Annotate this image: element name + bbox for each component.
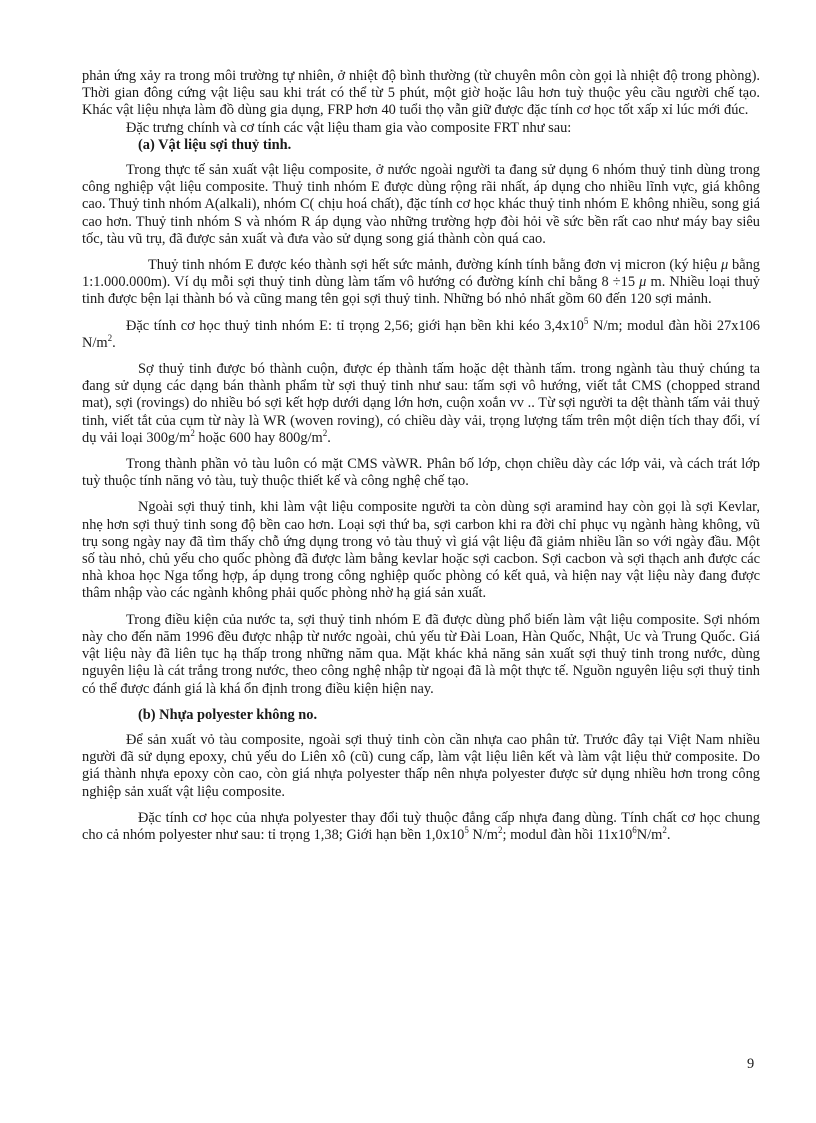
paragraph: Trong thành phần vỏ tàu luôn có mặt CMS vàWR. Phân bố lớp, chọn chiều dày các lớp vải, và cách trát lớp tuỳ thuộc tính năng vỏ tàu, tuỳ thuộc thiết kế và công nghệ chế tạo. <box>82 456 760 490</box>
paragraph: Đặc tính cơ học của nhựa polyester thay đổi tuỳ thuộc đẳng cấp nhựa đang dùng. Tính chất cơ học chung cho cả nhóm polyester như sau: tỉ trọng 1,38; Giới hạn bền $1,0x10^5$ $N/m^2$; modul đàn hồi $11x10^6N/m^2$. <box>82 809 760 843</box>
paragraph: Đặc tính cơ học thuỷ tinh nhóm E: tỉ trọng 2,56; giới hạn bền khi kéo $3,4x10^5$ N/m; modul đàn hồi 27x106 $N/m^2$. <box>82 315 760 351</box>
document-page <box>82 68 760 844</box>
section-heading-b: (b) Nhựa polyester không no. <box>138 706 318 723</box>
paragraph: Thuỷ tinh nhóm E được kéo thành sợi hết sức mảnh, đường kính tính bằng đơn vị micron (ký hiệu μ bằng 1:1.000.000m). Ví dụ mỗi sợi thuỷ tinh dùng làm tấm vô hướng có đường kính chỉ bằng 8 ÷15 μ m. Nhiều loại thuỷ tinh được bện lại thành bó và cũng mang tên gọi sợi thuỷ tinh. Những bó nhỏ nhất gồm 60 đến 120 sợi mảnh. <box>82 257 761 308</box>
mu-symbol: μ <box>639 274 647 291</box>
paragraph: Trong thực tế sản xuất vật liệu composite, ở nước ngoài người ta đang sử dụng 6 nhóm thuỷ tinh dùng trong công nghiệp vật liệu composite. Thuỷ tinh nhóm E được dùng rộng rãi nhất, áp dụng cho nhiều lĩnh vực, giá không cao. Thuỷ tinh nhóm A(alkali), nhóm C( chịu hoá chất), đặc tính cơ học khác thuỷ tinh nhóm E không nhiều, song giá cao hơn. Thuỷ tinh nhóm S và nhóm R áp dụng vào những trường hợp đòi hỏi về sức bền rất cao như máy bay siêu tốc, tàu vũ trụ, đã được sản xuất và đưa vào sử dụng song giá thành còn quá cao. <box>82 162 760 247</box>
page-number: 9 <box>747 1056 755 1072</box>
section-heading-a: (a) Vật liệu sợi thuỷ tinh. <box>138 136 292 153</box>
paragraph: Để sản xuất vỏ tàu composite, ngoài sợi thuỷ tinh còn cần nhựa cao phân tử. Trước đây tại Việt Nam nhiều người đã sử dụng epoxy, chủ yếu do Liên xô (cũ) cung cấp, làm vật liệu liên kết và làm vật liệu thử composite. Do giá thành nhựa epoxy còn cao, còn giá nhựa polyester thấp nên nhựa polyester được sử dụng nhiều hơn trong công nghiệp sản xuất vật liệu composite. <box>82 731 760 800</box>
paragraph: Trong điều kiện của nước ta, sợi thuỷ tinh nhóm E đã được dùng phổ biến làm vật liệu composite. Sợi nhóm này cho đến năm 1996 đều được nhập từ nước ngoài, chủ yếu từ Đài Loan, Hàn Quốc, Nhật, Uc và Trung Quốc. Giá vật liệu này đã liên tục hạ thấp trong những năm qua. Mặt khác khả năng sản xuất sợi thuỷ tinh trong nước, dùng nguyên liệu là cát trắng trong nước, theo công nghệ nhập từ ngoại đã là một thực tế. Nguồn nguyên liệu sợi thuỷ tinh có thể được đánh giá là khá ổn định trong điều kiện hiện nay. <box>82 611 760 697</box>
paragraph: phản ứng xảy ra trong môi trường tự nhiên, ở nhiệt độ bình thường (từ chuyên môn còn gọi là nhiệt độ trong phòng). Thời gian đông cứng vật liệu sau khi trát có thể từ 5 phút, một giờ hoặc lâu hơn tuỳ thuộc yêu cầu người chế tạo. Khác vật liệu nhựa làm đồ dùng gia dụng, FRP hơn 40 tuổi thọ vẫn giữ được đặc tính cơ học tốt xấp xỉ lúc mới đúc. <box>82 68 760 119</box>
paragraph: Đặc trưng chính và cơ tính các vật liệu tham gia vào composite FRT như sau: <box>126 119 572 136</box>
paragraph: Ngoài sợi thuỷ tinh, khi làm vật liệu composite người ta còn dùng sợi aramind hay còn gọi là sợi Kevlar, nhẹ hơn sợi thuỷ tinh song độ bền cao hơn. Loại sợi thứ ba, sợi carbon khi ra đời chỉ phục vụ ngành hàng không, vũ trụ song ngày nay đã tìm thấy chỗ ứng dụng trong vỏ tàu thuỷ vì giá vật liệu đã giảm nhiều lần so với ngày đầu. Một số tàu nhỏ, chủ yếu cho quốc phòng đã được làm bằng kevlar hoặc sợi cacbon. Sợi cacbon và sợi thạch anh được các nhà khoa học Nga tổng hợp, áp dụng trong công nghiệp quốc phòng có kết quả, và hiện nay vật liệu này đang được thâm nhập vào các ngành không phải quốc phòng nhờ hạ giá sản xuất. <box>82 499 760 602</box>
paragraph: Sợ thuỷ tinh được bó thành cuộn, được ép thành tấm hoặc dệt thành tấm. trong ngành tàu thuỷ chúng ta đang sử dụng các dạng bán thành phẩm từ sợi thuỷ tinh như sau: tấm sợi vô hướng, viết tắt CMS (chopped strand mat), sợi (rovings) do nhiều bó sợi kết hợp dưới dạng lớn hơn, cuộn xoắn vv .. Từ sợi người ta dệt thành tấm vải thuỷ tinh, viết tắt của cụm từ này là WR (woven roving), có chiều dày vải, trọng lượng tấm trên một diện tích thay đổi, ví dụ vải loại $300g/m^2$ hoặc 600 hay $800g/m^2$. <box>82 361 760 446</box>
mu-symbol: μ <box>721 257 729 274</box>
